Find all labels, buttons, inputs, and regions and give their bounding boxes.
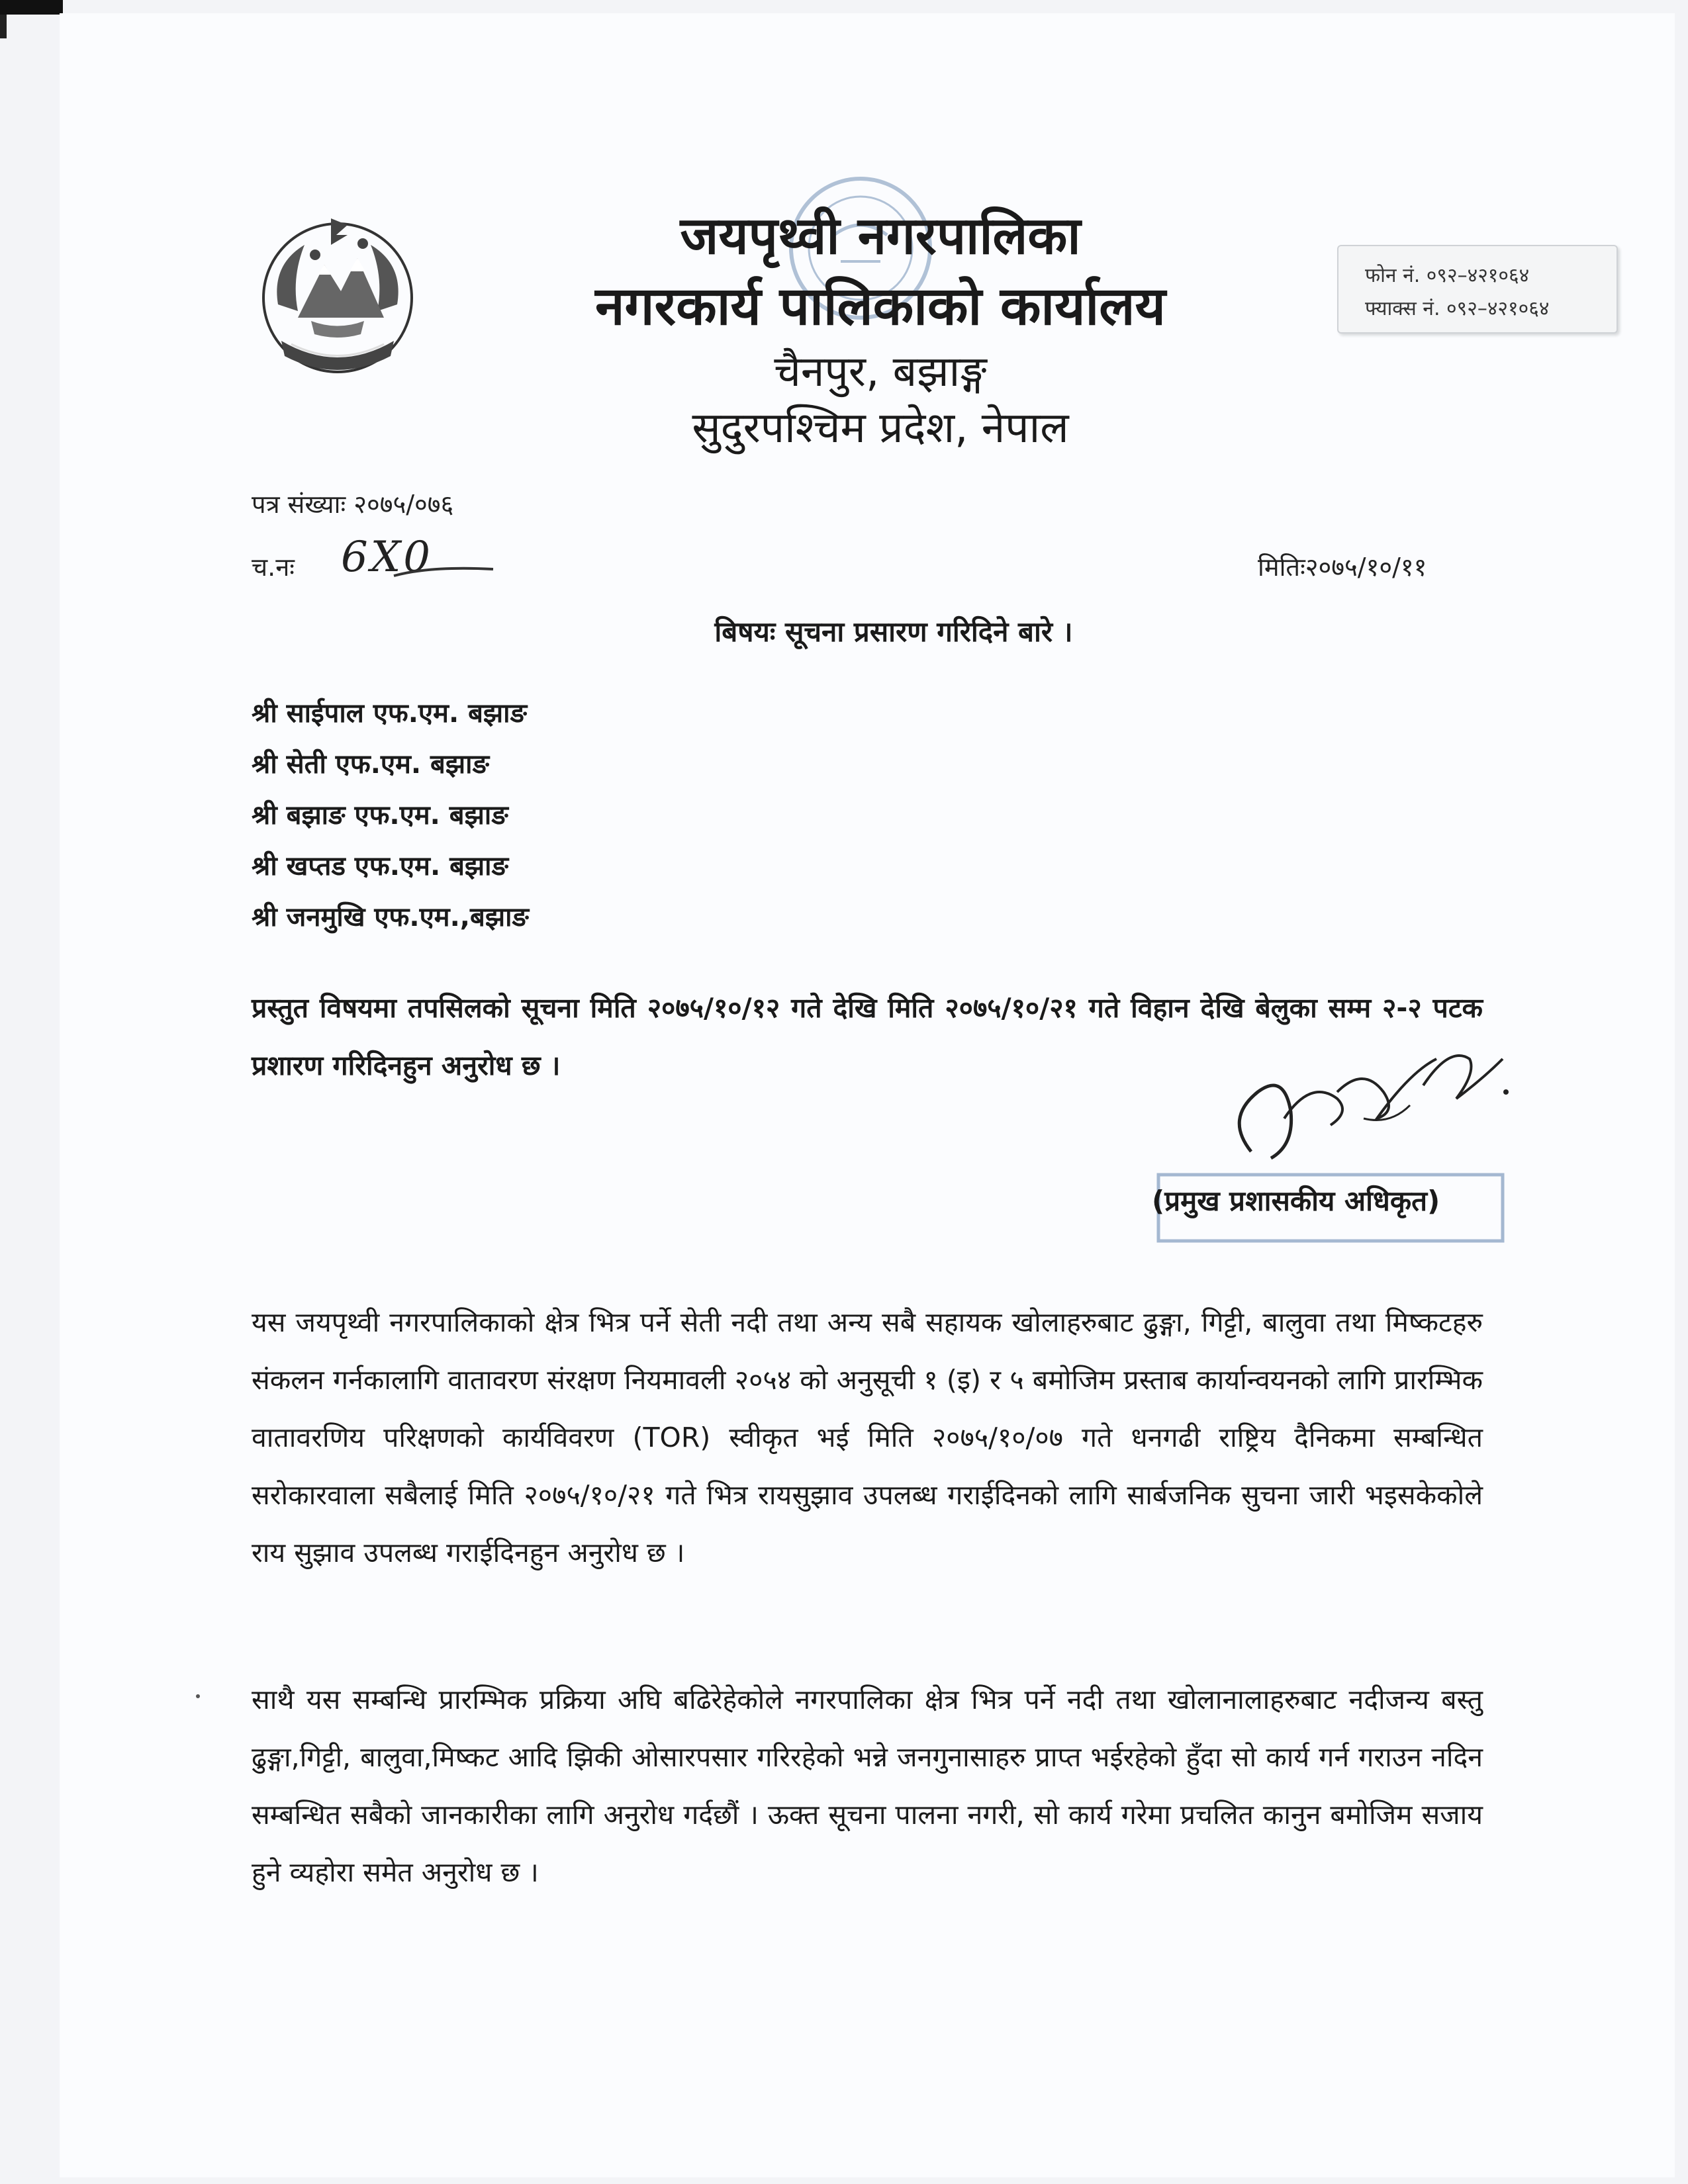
scan-edge-mark bbox=[0, 15, 7, 38]
recipient-list bbox=[252, 688, 529, 943]
recipient-item: श्री साईपाल एफ.एम. बझाङ bbox=[252, 698, 528, 729]
dispatch-number-label: च.नः bbox=[252, 553, 295, 582]
recipient-item: श्री बझाङ एफ.एम. बझाङ bbox=[252, 800, 508, 831]
broadcast-request-paragraph: प्रस्तुत विषयमा तपसिलको सूचना मिति २०७५/१०/१२ गते देखि मिति २०७५/१०/२१ गते विहान देखि बेलुका सम्म २-२ पटक प्रशारण गरिदिनहुन अनुरोध छ । bbox=[252, 992, 1483, 1081]
recipient-item: श्री जनमुखि एफ.एम.,बझाङ bbox=[252, 902, 529, 933]
letter-date: मितिः२०७५/१०/११ bbox=[1258, 553, 1427, 582]
phone-number: फोन नं. ०९२–४२१०६४ bbox=[1365, 264, 1530, 287]
letter-subject: बिषयः सूचना प्रसारण गरिदिने बारे । bbox=[714, 615, 1073, 648]
signatory-designation: (प्रमुख प्रशासकीय अधिकृत) bbox=[1152, 1185, 1440, 1217]
dispatch-number-handwritten: 6X0 bbox=[341, 533, 433, 582]
province-country: सुदुरपश्चिम प्रदेश, नेपाल bbox=[692, 404, 1069, 453]
letter-fiscal-year: पत्र संख्याः २०७५/०७६ bbox=[252, 490, 454, 519]
recipient-item: श्री खप्तड एफ.एम. बझाङ bbox=[252, 851, 509, 882]
stray-mark bbox=[196, 1694, 200, 1698]
recipient-item: श्री सेती एफ.एम. बझाङ bbox=[252, 749, 489, 780]
nepal-emblem-icon bbox=[252, 205, 424, 384]
scan-corner-mark bbox=[0, 0, 63, 15]
handwritten-underline bbox=[391, 563, 496, 589]
office-location: चैनपुर, बझाङ्ग bbox=[774, 347, 987, 396]
notice-paragraph-2: साथै यस सम्बन्धि प्रारम्भिक प्रक्रिया अघि बढिरेहेकोले नगरपालिका क्षेत्र भित्र पर्ने नदी तथा खोलानालाहरुबाट नदीजन्य बस्तु ढुङ्गा,गिट्टी, बालुवा,मिष्कट आदि झिकी ओसारपसार गरिरहेको भन्ने जनगुनासाहरु प्राप्त भईरहेको हुँदा सो कार्य गर्न गराउन नदिन सम्बन्धित सबैको जानकारीका लागि अनुरोध गर्दछौं । ऊक्त सूचना पालना नगरी, सो कार्य गरेमा प्रचलित कानुन बमोजिम सजाय हुने व्यहोरा समेत अनुरोध छ । bbox=[252, 1684, 1483, 1888]
notice-paragraph-1: यस जयपृथ्वी नगरपालिकाको क्षेत्र भित्र पर्ने सेती नदी तथा अन्य सबै सहायक खोलाहरुबाट ढुङ्गा, गिट्टी, बालुवा तथा मिष्कटहरु संकलन गर्नकालागि वातावरण संरक्षण नियमावली २०५४ को अनुसूची १ (इ) र ५ बमोजिम प्रस्ताब कार्यान्वयनको लागि प्रारम्भिक वातावरणिय परिक्षणको कार्यविवरण (TOR) स्वीकृत भई मिति २०७५/१०/०७ गते धनगढी राष्ट्रिय दैनिकमा सम्बन्धित सरोकारवाला सबैलाई मिति २०७५/१०/२१ गते भित्र रायसुझाव उपलब्ध गराईदिनको लागि सार्बजनिक सुचना जारी भइसकेकोले राय सुझाव उपलब्ध गराईदिनहुन अनुरोध छ । bbox=[252, 1306, 1483, 1569]
contact-box bbox=[1337, 245, 1618, 334]
municipality-name: जयपृथ्वी नगरपालिका bbox=[680, 206, 1081, 266]
office-name: नगरकार्य पालिकाको कार्यालय bbox=[595, 275, 1166, 337]
fax-number: फ्याक्स नं. ०९२–४२१०६४ bbox=[1365, 297, 1550, 320]
